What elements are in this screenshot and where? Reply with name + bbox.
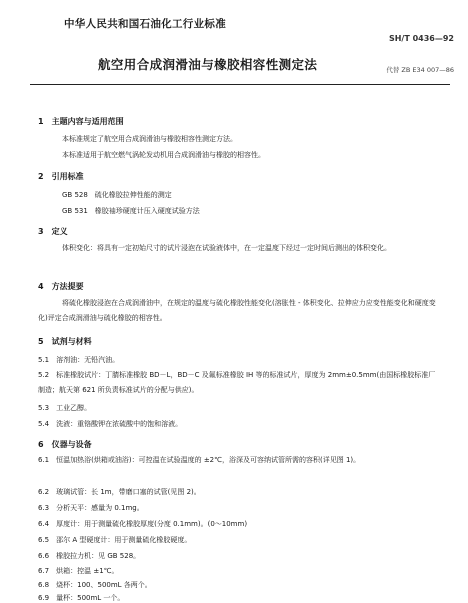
section-3-paragraph: 体积变化：将具有一定初始尺寸的试片浸泡在试验液体中，在一定温度下经过一定时间后测出的体积变化。 [62, 244, 391, 252]
list-item: 5.1 溶剂油：无铅汽油。 [38, 356, 120, 364]
replaces-note: 代替 ZB E34 007—86 [386, 66, 454, 74]
list-item: 6.8 烧杯：100、500mL 各两个。 [38, 581, 152, 589]
reference-item: GB 531 橡胶袖珍硬度计压入硬度试验方法 [62, 207, 200, 215]
list-item: 6.1 恒温加热浴(烘箱或油浴)：可控温在试验温度的 ±2℃，浴深及可容纳试管所需的容积(详见图 1)。 [38, 456, 361, 464]
section-2-heading: 2 引用标准 [38, 172, 84, 181]
header-divider [30, 84, 450, 85]
reference-item: GB 528 硫化橡胶拉伸性能的测定 [62, 191, 172, 199]
list-item: 5.4 洗液：重铬酸钾在浓硫酸中的饱和溶液。 [38, 420, 183, 428]
document-title: 航空用合成润滑油与橡胶相容性测定法 [98, 57, 318, 72]
list-item: 6.3 分析天平：感量为 0.1mg。 [38, 504, 144, 512]
section-4-heading: 4 方法提要 [38, 282, 84, 291]
section-5-heading: 5 试剂与材料 [38, 337, 92, 346]
list-item: 6.5 邵尔 A 型硬度计：用于测量硫化橡胶硬度。 [38, 536, 192, 544]
section-1-paragraph-2: 本标准适用于航空燃气涡轮发动机用合成润滑油与橡胶的相容性。 [62, 151, 265, 159]
section-3-heading: 3 定义 [38, 227, 68, 236]
standard-number: SH/T 0436—92 [388, 34, 454, 43]
list-item: 6.9 量杯：500mL 一个。 [38, 594, 125, 602]
list-item: 6.4 厚度计：用于测量硫化橡胶厚度(分度 0.1mm)。(0～10mm) [38, 520, 248, 528]
list-item: 6.2 玻璃试管：长 1m，带磨口塞的试管(见图 2)。 [38, 488, 201, 496]
section-4-paragraph: 将硫化橡胶浸泡在合成润滑油中，在规定的温度与硫化橡胶性能变化(溶胀性 - 体积变化、拉伸应力应变性能变化和硬度变化)评定合成润滑油与硫化橡胶的相容性。 [38, 299, 436, 322]
list-item: 6.6 橡胶拉力机：见 GB 528。 [38, 552, 141, 560]
section-6-heading: 6 仪器与设备 [38, 440, 92, 449]
section-1-heading: 1 主题内容与适用范围 [38, 117, 124, 126]
standard-organization: 中华人民共和国石油化工行业标准 [64, 18, 226, 30]
list-item: 5.3 工业乙醇。 [38, 404, 92, 412]
list-item: 6.7 烘箱：控温 ±1℃。 [38, 567, 119, 575]
section-1-paragraph-1: 本标准规定了航空用合成润滑油与橡胶相容性测定方法。 [62, 135, 237, 143]
list-item: 5.2 标准橡胶试片：丁腈标准橡胶 BD－L，BD－C 及氟标准橡胶 IH 等的标准试片，厚度为 2mm±0.5mm(由国标橡胶标准厂制造；航天第 621 所负责标准试片的分配与供应)。 [38, 371, 436, 394]
